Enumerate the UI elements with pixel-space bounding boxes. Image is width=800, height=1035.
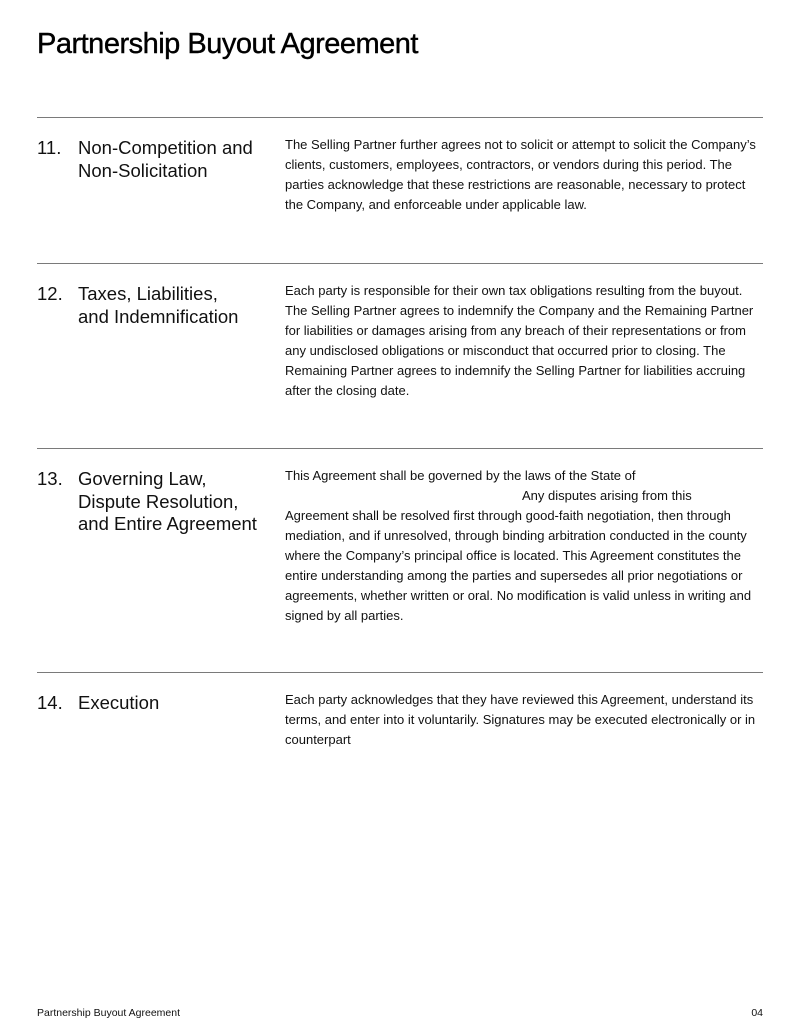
section-body: The Selling Partner further agrees not to solicit or attempt to solicit the Company’s clients, customers, employees, contractors, or vendors during this period. The parties acknowledge that these restrictions are reasonable, necessary to protect the Company, and enforceable under applicable law. [285,137,756,212]
page-title: Partnership Buyout Agreement [37,28,418,60]
body-line-1: This Agreement shall be governed by the laws of the State of [285,468,636,483]
footer-page-number: 04 [751,1007,763,1019]
section-title: Taxes, Liabilities, and Indemnification [78,283,239,327]
section-title: Non-Competition and Non-Solicitation [78,137,253,181]
section-title: Governing Law, Dispute Resolution, and Entire Agreement [78,468,257,534]
section-body [285,466,765,626]
footer-document-title: Partnership Buyout Agreement [37,1007,181,1019]
section-body: Each party is responsible for their own tax obligations resulting from the buyout. The Selling Partner agrees to indemnify the Company and the Remaining Partner for liabilities or damages arising from any breach of their representations or from any undisclosed obligations or misconduct that occurred prior to closing. The Remaining Partner agrees to indemnify the Selling Partner for liabilities accruing after the closing date. [285,283,754,398]
section-title: Execution [78,692,160,713]
section-number: 11. [37,137,62,158]
body-line-2: Any disputes arising from this [522,488,692,503]
section-body: Each party acknowledges that they have reviewed this Agreement, understand its terms, and enter into it voluntarily. Signatures may be executed electronically or in counterpart [285,692,756,747]
section-14 [37,672,763,792]
section-number: 12. [37,283,63,304]
body-rest: Agreement shall be resolved first through good-faith negotiation, then through mediation, and if unresolved, through binding arbitration conducted in the county where the Company’s principal office is located. This Agreement constitutes the entire understanding among the parties and supersedes all prior negotiations or agreements, whether written or oral. No modification is valid unless in writing and signed by all parties. [285,508,752,623]
section-13 [37,448,763,672]
section-12 [37,263,763,448]
section-number: 14. [37,692,63,713]
section-11 [37,117,763,263]
section-number: 13. [37,468,63,489]
